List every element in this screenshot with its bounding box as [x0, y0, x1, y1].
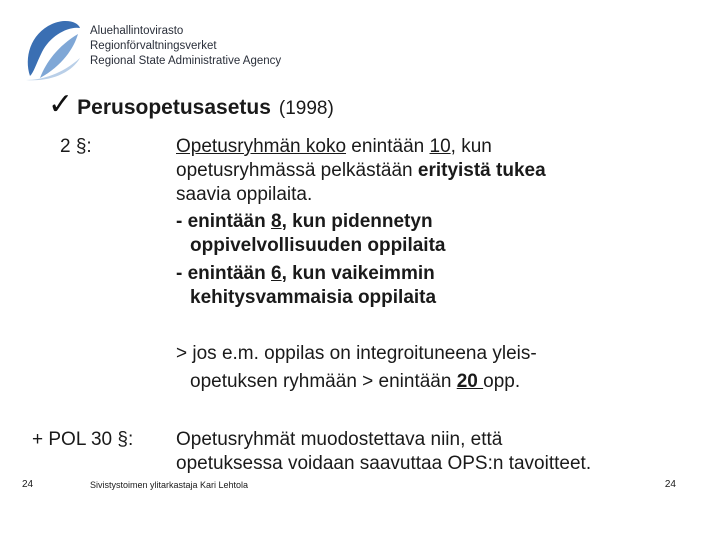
agency-logo [22, 18, 302, 88]
section2-line-2: opetuksessa voidaan saavuttaa OPS:n tavoitteet. [176, 453, 592, 474]
section1-line-2 [176, 159, 546, 183]
text-fragment: vaikeimmin [331, 263, 435, 284]
section1-line-5: oppivelvollisuuden oppilaita [190, 235, 446, 256]
section2-label: + POL 30 §: [32, 429, 134, 450]
title-main: Perusopetusasetus [77, 96, 271, 119]
group-size-term: Opetusryhmän koko [176, 136, 347, 157]
text-fragment: , kun [281, 211, 332, 232]
section1-line-4 [176, 210, 433, 234]
section1-line-9 [190, 370, 520, 394]
footer-slide-number-right: 24 [664, 479, 676, 490]
logo-line-2: Regionförvaltningsverket [90, 40, 217, 52]
logo-line-1: Aluehallintovirasto [90, 25, 184, 37]
special-support-term: erityistä tukea [417, 160, 546, 181]
section1-line-3: saavia oppilaita. [176, 184, 313, 205]
checkmark-icon: ✓ [48, 88, 74, 121]
text-fragment: - enintään [176, 211, 272, 232]
section1-line-1 [176, 135, 492, 159]
section1-line-6 [176, 262, 435, 286]
text-fragment: pidennetyn [331, 211, 433, 232]
agency-logo-icon [22, 18, 84, 82]
footer-author: Sivistystoimen ylitarkastaja Kari Lehtola [90, 480, 249, 490]
text-fragment: opetusryhmässä pelkästään [176, 160, 418, 181]
text-fragment: opetuksen ryhmään > enintään [190, 371, 457, 392]
text-fragment: enintään [346, 136, 430, 157]
max-6-value: 6 [271, 263, 282, 284]
section1-line-7: kehitysvammaisia oppilaita [190, 287, 437, 308]
max-10-value: 10 [429, 136, 451, 157]
title-year: (1998) [278, 98, 334, 119]
section1-line-8: > jos e.m. oppilas on integroituneena yleis- [176, 343, 537, 364]
text-fragment: - enintään [176, 263, 272, 284]
text-fragment: opp. [483, 371, 521, 392]
max-8-value: 8 [271, 211, 282, 232]
section1-label: 2 §: [60, 136, 92, 157]
max-20-value: 20 [456, 371, 484, 392]
footer-slide-number-left: 24 [22, 479, 34, 490]
logo-line-3: Regional State Administrative Agency [90, 55, 282, 67]
text-fragment: , kun [281, 263, 332, 284]
section2-line-1: Opetusryhmät muodostettava niin, että [176, 429, 503, 450]
slide-title [48, 90, 334, 120]
text-fragment: , kun [450, 136, 492, 157]
